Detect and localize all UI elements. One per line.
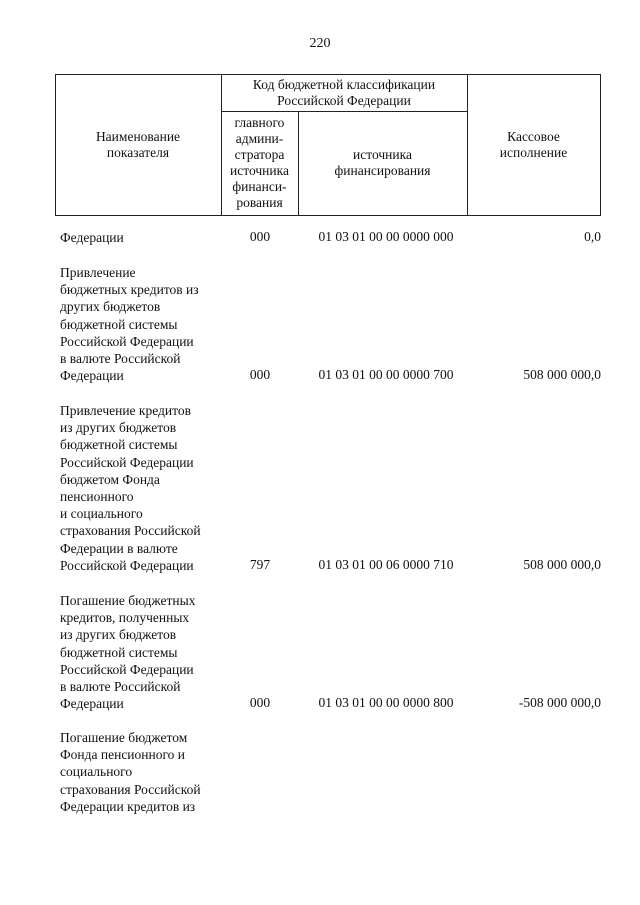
- row-admin-code: 797: [249, 557, 271, 572]
- row-name-line: бюджетной системы: [60, 316, 178, 332]
- header-code-group-cell: [221, 75, 467, 111]
- header-admin-line: финанси-: [232, 179, 287, 194]
- row-name-line: кредитов, полученных: [60, 610, 190, 626]
- header-admin-line: источника: [230, 163, 289, 178]
- row-source-code: 01 03 01 00 00 0000 000: [318, 229, 454, 244]
- row-name-line: бюджетных кредитов из: [60, 282, 199, 298]
- row-amount: 508 000 000,0: [523, 557, 601, 572]
- header-admin-line: рования: [236, 195, 283, 210]
- row-name-line: Федерации кредитов из: [60, 798, 196, 814]
- row-name-line: Российской Федерации: [60, 557, 194, 573]
- row-name-line: Фонда пенсионного и: [60, 747, 186, 763]
- table-header: [55, 74, 601, 216]
- row-amount: -508 000 000,0: [518, 695, 601, 710]
- header-admin-line: главного: [234, 115, 285, 130]
- header-name-line: показателя: [106, 145, 170, 160]
- row-name: [60, 729, 225, 815]
- row-admin-code: 000: [249, 229, 271, 244]
- page-number: 220: [309, 36, 331, 51]
- row-admin-code: 000: [249, 695, 271, 710]
- row-name-line: других бюджетов: [60, 299, 161, 315]
- row-source-code: 01 03 01 00 00 0000 800: [318, 695, 454, 710]
- header-code-group-line: Российской Федерации: [277, 93, 411, 108]
- row-name-line: бюджетом Фонда: [60, 471, 160, 487]
- row-name-line: в валюте Российской: [60, 351, 181, 367]
- row-name-line: бюджетной системы: [60, 644, 178, 660]
- header-border-right: [600, 75, 601, 215]
- row-name-line: Погашение бюджетом: [60, 730, 188, 745]
- row-name-line: из других бюджетов: [60, 627, 177, 643]
- row-name-line: Российской Федерации: [60, 661, 194, 677]
- header-name-cell: [55, 75, 221, 215]
- header-source-line: источника: [353, 147, 412, 162]
- row-name: [60, 592, 225, 712]
- header-source-cell: [298, 111, 467, 215]
- row-name: [60, 402, 225, 574]
- row-name-line: Федерации: [60, 230, 124, 245]
- row-name-line: Погашение бюджетных: [60, 593, 196, 608]
- header-name-line: Наименование: [95, 129, 181, 144]
- row-amount: 508 000 000,0: [523, 367, 601, 382]
- header-amount-cell: [467, 75, 600, 215]
- row-name-line: в валюте Российской: [60, 679, 181, 695]
- row-name-line: бюджетной системы: [60, 437, 178, 453]
- row-name-line: Федерации: [60, 368, 124, 384]
- row-name: [60, 229, 225, 246]
- row-name-line: из других бюджетов: [60, 420, 177, 436]
- row-name-line: Привлечение: [60, 265, 136, 280]
- row-amount: 0,0: [584, 229, 601, 244]
- row-name-line: страхования Российской: [60, 523, 201, 539]
- row-admin-code: 000: [249, 367, 271, 382]
- header-amount-line: Кассовое: [507, 129, 560, 144]
- row-name-line: и социального: [60, 506, 143, 522]
- row-name-line: пенсионного: [60, 489, 134, 505]
- header-admin-cell: [221, 111, 298, 215]
- row-name: [60, 264, 225, 384]
- row-name-line: Российской Федерации: [60, 454, 194, 470]
- row-name-line: страхования Российской: [60, 781, 201, 797]
- row-source-code: 01 03 01 00 00 0000 700: [318, 367, 454, 382]
- header-amount-line: исполнение: [499, 145, 568, 160]
- row-name-line: социального: [60, 764, 133, 780]
- header-code-group-line: Код бюджетной классификации: [252, 77, 436, 92]
- header-admin-line: стратора: [234, 147, 285, 162]
- row-source-code: 01 03 01 00 06 0000 710: [318, 557, 454, 572]
- row-name-line: Федерации в валюте: [60, 540, 178, 556]
- row-name-line: Российской Федерации: [60, 333, 194, 349]
- row-name-line: Привлечение кредитов: [60, 403, 191, 418]
- header-source-line: финансирования: [334, 163, 431, 178]
- header-admin-line: админи-: [235, 131, 284, 146]
- row-name-line: Федерации: [60, 696, 124, 712]
